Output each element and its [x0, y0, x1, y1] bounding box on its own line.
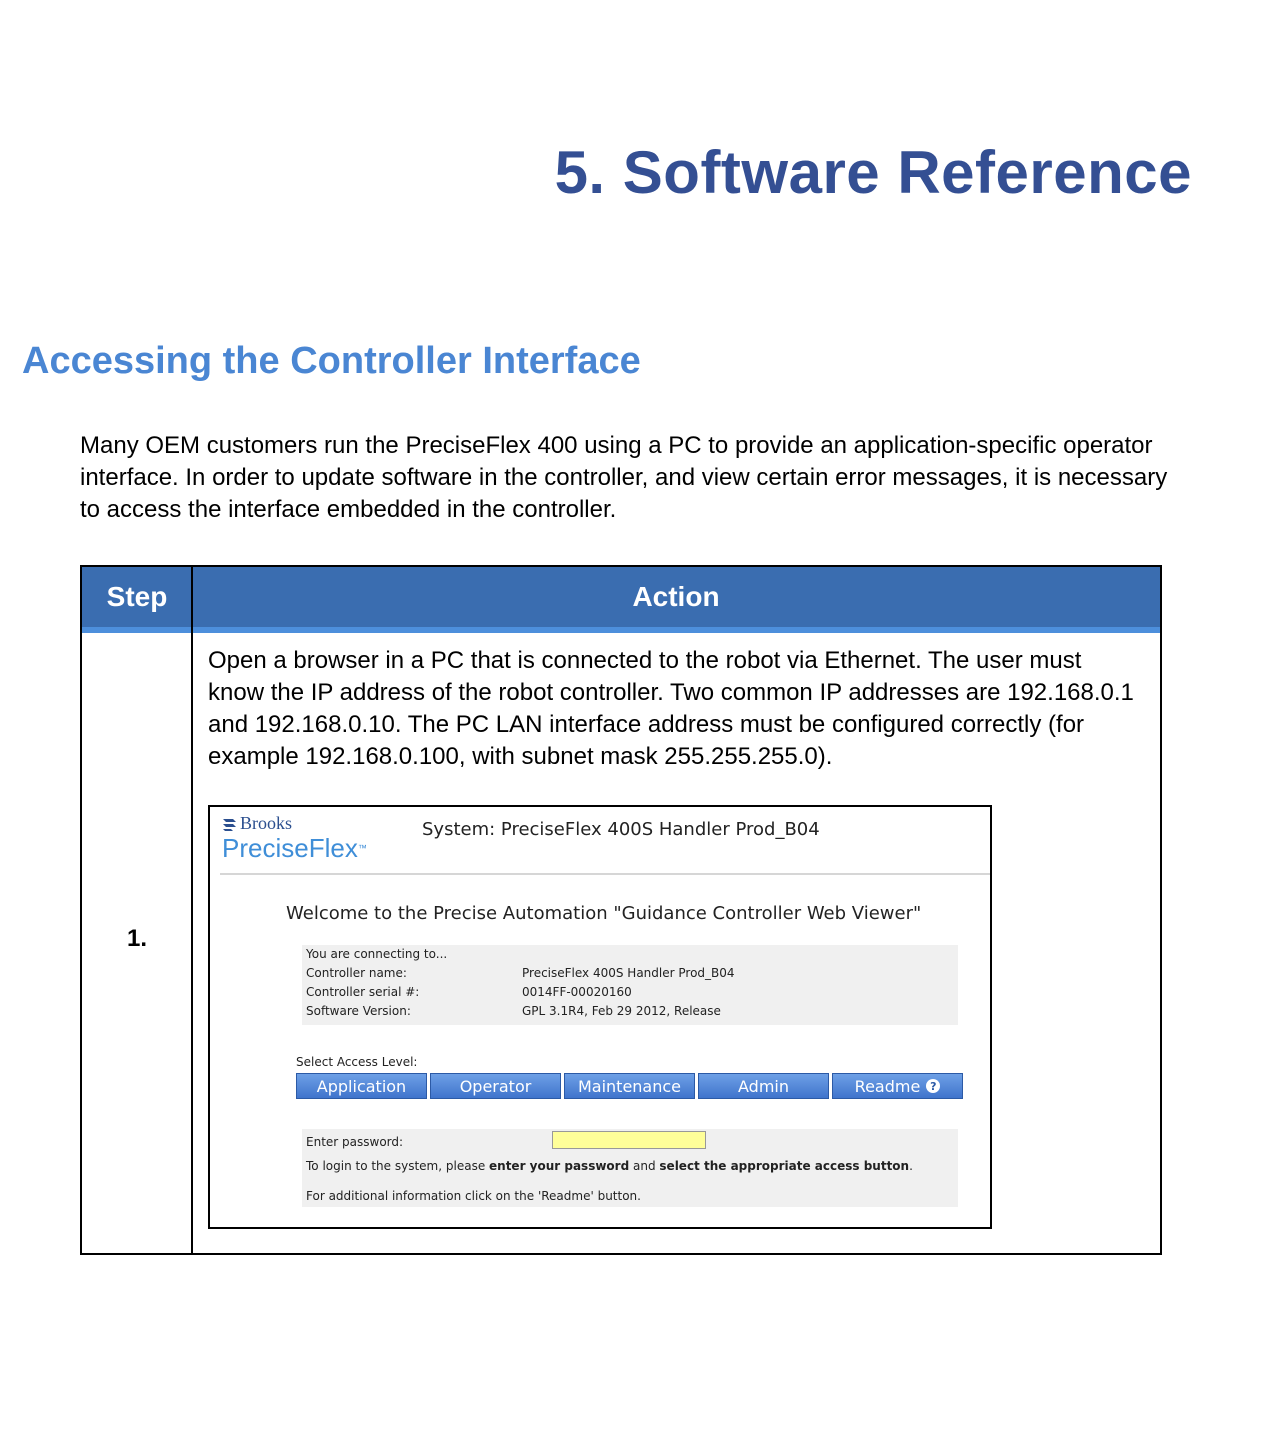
- button-label: Maintenance: [577, 1076, 682, 1096]
- info-label: Controller serial #:: [306, 985, 420, 999]
- product-name: PreciseFlex: [222, 833, 358, 863]
- connection-info-box: [302, 945, 958, 1025]
- password-input[interactable]: [552, 1131, 706, 1149]
- brooks-text: Brooks: [240, 813, 293, 833]
- help-icon: ?: [926, 1079, 940, 1093]
- login-text-bold: enter your password: [489, 1159, 630, 1173]
- header-divider: [220, 873, 990, 875]
- preciseflex-logo: [222, 813, 367, 862]
- welcome-heading: Welcome to the Precise Automation "Guidance Controller Web Viewer": [286, 903, 922, 924]
- button-label: Readme: [854, 1076, 921, 1096]
- access-level-label: Select Access Level:: [296, 1055, 418, 1069]
- brooks-logo: [222, 813, 367, 834]
- password-box: [302, 1129, 958, 1207]
- login-text: and: [629, 1159, 660, 1173]
- button-label: Admin: [738, 1076, 789, 1096]
- step-table: [80, 565, 1162, 1255]
- trademark-mark: ™: [357, 843, 367, 853]
- system-title: System: PreciseFlex 400S Handler Prod_B04: [422, 819, 820, 840]
- application-button[interactable]: [296, 1073, 427, 1099]
- password-label: Enter password:: [306, 1135, 404, 1149]
- login-text-bold: select the appropriate access button: [659, 1159, 910, 1173]
- preciseflex-text: [222, 834, 367, 862]
- section-title: Accessing the Controller Interface: [22, 340, 641, 382]
- admin-button[interactable]: [698, 1073, 829, 1099]
- connecting-text: You are connecting to...: [306, 947, 448, 961]
- chapter-title: 5. Software Reference: [554, 139, 1192, 206]
- header-step: Step: [106, 581, 168, 612]
- info-value: PreciseFlex 400S Handler Prod_B04: [522, 966, 735, 980]
- column-divider: [191, 567, 193, 1253]
- operator-button[interactable]: [430, 1073, 561, 1099]
- login-text: To login to the system, please: [306, 1159, 490, 1173]
- maintenance-button[interactable]: [564, 1073, 695, 1099]
- info-value: GPL 3.1R4, Feb 29 2012, Release: [522, 1004, 721, 1018]
- login-text: .: [909, 1159, 913, 1173]
- additional-info-text: For additional information click on the 'Readme' button.: [306, 1189, 641, 1203]
- table-header: [82, 567, 1160, 633]
- login-instructions: [306, 1159, 913, 1173]
- button-label: Application: [316, 1076, 407, 1096]
- step-number: 1.: [126, 925, 147, 952]
- button-label: Operator: [459, 1076, 532, 1096]
- readme-button[interactable]: [832, 1073, 963, 1099]
- intro-paragraph: Many OEM customers run the PreciseFlex 400 using a PC to provide an application-specific operator interface. In order to update software in the controller, and view certain error messages, it is necessary to access the interface embedded in the controller.: [80, 432, 1168, 523]
- action-text: Open a browser in a PC that is connected to the robot via Ethernet. The user must know the IP address of the robot controller. Two common IP addresses are 192.168.0.1 and 192.168.0.10. The PC LAN interface address must be configured correctly (for example 192.168.0.100, with subnet mask 255.255.255.0).: [208, 647, 1134, 770]
- info-label: Controller name:: [306, 966, 407, 980]
- controller-web-viewer-screenshot: [208, 805, 992, 1229]
- brooks-mark-icon: [222, 816, 238, 832]
- header-action: Action: [632, 581, 720, 612]
- info-label: Software Version:: [306, 1004, 411, 1018]
- info-value: 0014FF-00020160: [522, 985, 632, 999]
